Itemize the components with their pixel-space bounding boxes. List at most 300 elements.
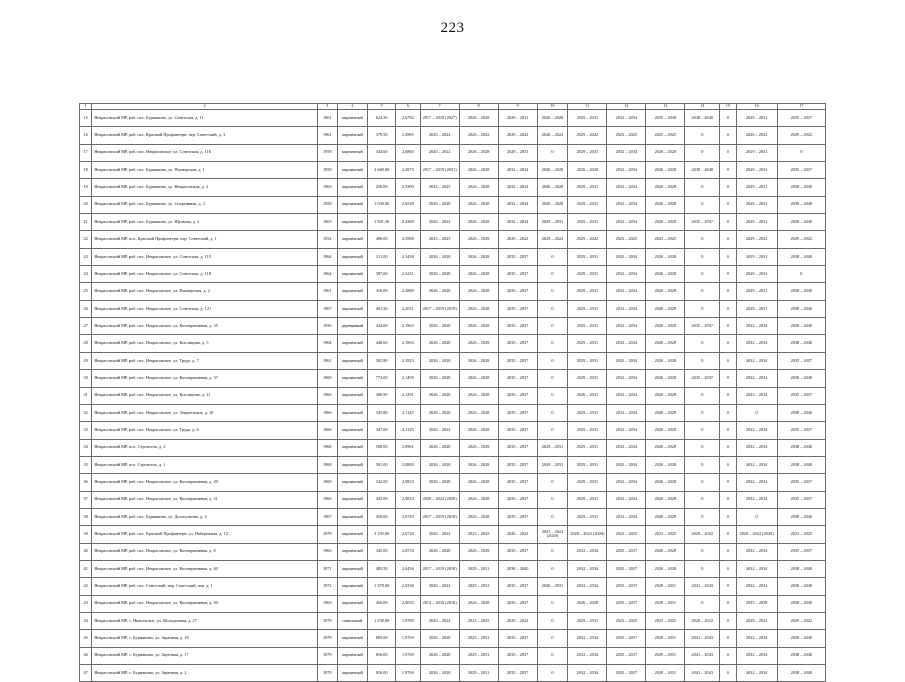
table-cell: 2029 – 2031: [568, 404, 607, 421]
column-number: 7: [420, 104, 459, 110]
table-cell: 1 378,00: [368, 578, 396, 595]
table-cell: Некрасовский МР, раб. пос. Некрасовское, ул. Кооперативная, д. 35: [92, 318, 318, 335]
table-cell: 2032 – 2034: [498, 214, 537, 231]
table-row: [80, 665, 826, 682]
table-cell: 450,00: [368, 508, 396, 525]
table-row: [80, 456, 826, 473]
table-row: [80, 196, 826, 213]
table-cell: 2032 – 2034: [607, 422, 646, 439]
table-cell: 0: [537, 630, 568, 647]
table-cell: 26: [80, 300, 92, 317]
table-cell: 2026 – 2028: [459, 352, 498, 369]
table-cell: 2035 – 2037: [607, 630, 646, 647]
table-cell: 2038 – 2040: [777, 335, 825, 352]
table-cell: 1963: [318, 179, 337, 196]
table-row: [80, 508, 826, 525]
table-cell: 2032 – 2034: [498, 162, 537, 179]
table-cell: 2032 – 2034: [736, 474, 777, 491]
table-cell: 1969: [318, 370, 337, 387]
table-cell: 1958: [318, 162, 337, 179]
table-cell: 2029 – 2031: [736, 144, 777, 161]
table-cell: 2038 – 2040: [777, 318, 825, 335]
table-cell: 0: [537, 422, 568, 439]
column-number: 5: [368, 104, 396, 110]
table-cell: 2026 – 2028: [459, 456, 498, 473]
table-cell: Некрасовский МР, с. Бурмакино, ул. Заречная, д. 17: [92, 647, 318, 664]
table-row: [80, 491, 826, 508]
table-cell: 2026 – 2028: [459, 196, 498, 213]
table-cell: 2038 – 2040: [777, 404, 825, 421]
table-cell: 0: [537, 474, 568, 491]
table-cell: кирпичный: [337, 630, 368, 647]
table-cell: 2032 – 2034: [607, 335, 646, 352]
table-row: [80, 300, 826, 317]
table-cell: 40: [80, 543, 92, 560]
table-cell: 2026 – 2028: [537, 196, 568, 213]
table-cell: 2029 – 2022 (2020): [736, 526, 777, 543]
table-cell: 397,60: [368, 266, 396, 283]
table-cell: 2035 – 2037: [607, 665, 646, 682]
table-cell: 2032 – 2034: [736, 560, 777, 577]
table-cell: 2032 – 2034: [607, 370, 646, 387]
table-cell: 2035 – 2037: [498, 543, 537, 560]
table-cell: 2032 – 2034: [736, 630, 777, 647]
table-cell: кирпичный: [337, 352, 368, 369]
table-row: [80, 387, 826, 404]
table-cell: 2029 – 2022: [685, 526, 720, 543]
table-cell: 2032 – 2034: [498, 179, 537, 196]
table-cell: 1966: [318, 422, 337, 439]
table-cell: 2023 – 2025: [459, 612, 498, 629]
table-cell: 30: [80, 370, 92, 387]
table-cell: 2017 – 2019 (2018): [420, 508, 459, 525]
table-cell: 2032 – 2034: [568, 665, 607, 682]
table-cell: 0: [537, 283, 568, 300]
table-cell: кирпичный: [337, 162, 368, 179]
table-cell: 2026 – 2028: [420, 352, 459, 369]
table-cell: 2032 – 2034: [736, 543, 777, 560]
column-number: 8: [459, 104, 498, 110]
table-cell: 1961: [318, 127, 337, 144]
table-cell: 2026 – 2028: [646, 196, 685, 213]
table-cell: 2,5309: [396, 179, 421, 196]
table-cell: Некрасовский МР, раб. пос. Некрасовское, ул. Кислицина, д. 11: [92, 387, 318, 404]
table-cell: 2026 – 2028: [646, 318, 685, 335]
table-cell: 2026 – 2028: [459, 508, 498, 525]
table-cell: 2026 – 2028: [420, 630, 459, 647]
table-cell: 809,00: [368, 630, 396, 647]
table-cell: 2026 – 2028: [420, 439, 459, 456]
table-cell: 2026 – 2022: [537, 127, 568, 144]
table-cell: 2038 – 2040: [777, 647, 825, 664]
table-cell: деревянный: [337, 318, 368, 335]
table-cell: 2026 – 2028: [420, 248, 459, 265]
table-cell: 2029 – 2031: [568, 456, 607, 473]
table-cell: 15: [80, 110, 92, 127]
table-cell: 2023 – 2025: [607, 231, 646, 248]
table-cell: 2032 – 2034: [736, 439, 777, 456]
table-cell: кирпичный: [337, 370, 368, 387]
table-cell: кирпичный: [337, 439, 368, 456]
table-cell: 0: [736, 404, 777, 421]
table-cell: 2041 – 2043: [685, 578, 720, 595]
table-cell: 0: [720, 595, 736, 612]
table-cell: 0: [720, 352, 736, 369]
table-cell: 2026 – 2028: [459, 266, 498, 283]
table-cell: 2035 – 2037: [777, 474, 825, 491]
table-cell: 2029 – 2031: [736, 300, 777, 317]
table-row: [80, 422, 826, 439]
table-cell: 461,50: [368, 300, 396, 317]
table-cell: 0: [720, 387, 736, 404]
table-cell: 2029 – 2031: [568, 370, 607, 387]
table-cell: 2026 – 2028: [646, 283, 685, 300]
table-cell: 1967: [318, 300, 337, 317]
table-cell: Некрасовский МР, с. Бурмакино, ул. Заречная, д. 2: [92, 665, 318, 682]
table-cell: 1 238,00: [368, 612, 396, 629]
table-cell: 2,1823: [396, 352, 421, 369]
table-cell: 2029 – 2022: [777, 127, 825, 144]
table-cell: 2032 – 2034: [607, 144, 646, 161]
table-cell: 3 195,00: [368, 526, 396, 543]
table-cell: 2026 – 2028: [459, 318, 498, 335]
table-cell: Некрасовский МР, раб. пос. Некрасовское, ул. Советская, д. 121: [92, 300, 318, 317]
table-cell: панельный: [337, 612, 368, 629]
table-cell: Некрасовский МР, раб. пос. Бурмакино, ул. Щелкова, д. 2: [92, 214, 318, 231]
table-cell: 0: [537, 543, 568, 560]
table-cell: 2035 – 2037: [685, 318, 720, 335]
table-cell: 1961: [318, 283, 337, 300]
column-number: 13: [646, 104, 685, 110]
table-cell: 2,0823: [396, 491, 421, 508]
table-cell: 2,6860: [396, 144, 421, 161]
table-cell: 1950: [318, 318, 337, 335]
table-cell: 816,00: [368, 665, 396, 682]
table-cell: 2023 – 2025: [607, 127, 646, 144]
table-cell: 0: [685, 231, 720, 248]
table-cell: 2023 – 2025: [459, 526, 498, 543]
table-cell: 2029 – 2031: [459, 560, 498, 577]
table-cell: 2041 – 2043: [685, 665, 720, 682]
table-cell: 2,0336: [396, 578, 421, 595]
table-cell: 2029 – 2031: [646, 647, 685, 664]
table-cell: 41: [80, 560, 92, 577]
table-cell: 2029 – 2031: [568, 300, 607, 317]
table-cell: 2038 – 2040: [777, 578, 825, 595]
table-cell: 0: [685, 283, 720, 300]
table-row: [80, 352, 826, 369]
table-cell: 2026 – 2028: [420, 474, 459, 491]
table-cell: 445,00: [368, 491, 396, 508]
table-cell: 0: [685, 508, 720, 525]
table-cell: 0: [537, 370, 568, 387]
table-cell: 2029 – 2022: [568, 231, 607, 248]
table-row: [80, 127, 826, 144]
table-cell: 2029 – 2031: [459, 647, 498, 664]
table-cell: 2026 – 2028: [646, 214, 685, 231]
table-cell: кирпичный: [337, 231, 368, 248]
table-cell: 2032 – 2034: [607, 162, 646, 179]
table-cell: 2026 – 2028: [459, 110, 498, 127]
table-cell: 2020 – 2022: [498, 526, 537, 543]
table-cell: 508,00: [368, 439, 396, 456]
table-cell: 2029 – 2031: [568, 422, 607, 439]
table-cell: 0: [685, 543, 720, 560]
table-cell: 0: [720, 439, 736, 456]
table-cell: 2021 – 2022 (2020): [537, 526, 568, 543]
table-cell: 2023 – 2034: [736, 387, 777, 404]
table-cell: 2029 – 2031: [568, 179, 607, 196]
table-cell: кирпичный: [337, 300, 368, 317]
table-cell: 2035 – 2037: [498, 665, 537, 682]
table-cell: 2,4388: [396, 214, 421, 231]
table-cell: 2029 – 2042: [498, 127, 537, 144]
table-cell: Некрасовский МР, раб. пос. Некрасовское, ул. Кислицина, д. 5: [92, 335, 318, 352]
table-cell: 448,60: [368, 335, 396, 352]
table-cell: 2026 – 2028: [459, 491, 498, 508]
table-cell: 0: [685, 248, 720, 265]
table-cell: 2026 – 2028: [646, 352, 685, 369]
table-cell: кирпичный: [337, 595, 368, 612]
table-cell: 0: [720, 266, 736, 283]
table-cell: 2029 – 2031: [568, 491, 607, 508]
table-cell: 2029 – 2031: [736, 162, 777, 179]
table-cell: 2,0436: [396, 560, 421, 577]
table-cell: 2,0961: [396, 439, 421, 456]
table-cell: 2029 – 2031: [498, 144, 537, 161]
table-cell: 2026 – 2028: [420, 196, 459, 213]
table-cell: 2035 – 2037: [777, 387, 825, 404]
table-cell: 0: [720, 422, 736, 439]
table-cell: 2035 – 2037: [777, 543, 825, 560]
table-cell: 501,00: [368, 456, 396, 473]
table-cell: 2032 – 2034: [607, 300, 646, 317]
table-row: [80, 179, 826, 196]
table-cell: 0: [777, 144, 825, 161]
table-cell: 33: [80, 422, 92, 439]
table-row: [80, 214, 826, 231]
table-cell: 2,6539: [396, 196, 421, 213]
table-cell: 2026 – 2028: [646, 300, 685, 317]
table-cell: Некрасовский МР, раб. пос. Бурмакино, ул. Некрасовская, д. 2: [92, 179, 318, 196]
table-cell: 2038 – 2040: [498, 560, 537, 577]
table-cell: 0: [537, 595, 568, 612]
table-cell: 2032 – 2034: [607, 491, 646, 508]
table-cell: 2026 – 2028: [646, 266, 685, 283]
table-row: [80, 370, 826, 387]
table-cell: 2026 – 2028: [459, 300, 498, 317]
table-cell: 2032 – 2034: [736, 318, 777, 335]
table-cell: 2 640,80: [368, 162, 396, 179]
table-cell: 2026 – 2028: [459, 231, 498, 248]
table-cell: 1963: [318, 595, 337, 612]
table-cell: 2026 – 2028: [646, 370, 685, 387]
table-cell: 2035 – 2037: [498, 352, 537, 369]
table-row: [80, 630, 826, 647]
table-cell: 1,9769: [396, 630, 421, 647]
table-row: [80, 110, 826, 127]
table-cell: 0: [537, 647, 568, 664]
table-cell: 19: [80, 179, 92, 196]
table-cell: 311,00: [368, 248, 396, 265]
table-cell: 2035 – 2037: [498, 647, 537, 664]
table-cell: 2020 – 2022: [420, 214, 459, 231]
table-cell: 347,00: [368, 422, 396, 439]
table-cell: Некрасовский МР, раб. пос. Некрасовское, ул. Энергетиков, д. 10: [92, 404, 318, 421]
table-cell: 2035 – 2037: [498, 335, 537, 352]
table-cell: 0: [720, 335, 736, 352]
table-cell: 2029 – 2031: [646, 630, 685, 647]
table-cell: 45: [80, 630, 92, 647]
column-number: 6: [396, 104, 421, 110]
table-cell: 2035 – 2037: [498, 370, 537, 387]
table-cell: 2035 – 2037: [498, 266, 537, 283]
table-cell: 0: [720, 665, 736, 682]
table-row: [80, 231, 826, 248]
table-cell: Некрасовский МР, пос. Строитель, д. 1: [92, 456, 318, 473]
table-cell: 2038 – 2040: [685, 110, 720, 127]
table-cell: 0: [685, 474, 720, 491]
table-cell: 2029 – 2031: [568, 508, 607, 525]
table-cell: Некрасовский МР, раб. пос. Некрасовское, ул. Советская, д. 116: [92, 144, 318, 161]
table-cell: 2029 – 2031: [537, 456, 568, 473]
table-cell: 1979: [318, 665, 337, 682]
table-cell: 2029 – 2031: [568, 474, 607, 491]
table-cell: 2026 – 2028: [646, 422, 685, 439]
table-cell: 1,9789: [396, 612, 421, 629]
table-cell: 2029 – 2031: [568, 144, 607, 161]
table-cell: кирпичный: [337, 127, 368, 144]
table-cell: 2035 – 2037: [498, 578, 537, 595]
table-cell: 2026 – 2028: [646, 439, 685, 456]
table-cell: 0: [685, 127, 720, 144]
table-cell: кирпичный: [337, 491, 368, 508]
table-cell: 2029 – 2031: [459, 630, 498, 647]
table-cell: 2029 – 2031: [459, 665, 498, 682]
table-cell: 2035 – 2037: [498, 422, 537, 439]
table-cell: 0: [537, 387, 568, 404]
table-cell: 0: [720, 560, 736, 577]
table-cell: 2020 – 2022 (2028): [420, 491, 459, 508]
table-cell: 2,0743: [396, 508, 421, 525]
table-cell: 773,00: [368, 370, 396, 387]
table-cell: 2029 – 2022: [498, 231, 537, 248]
table-cell: 1952: [318, 231, 337, 248]
table-cell: 2035 – 2037: [607, 543, 646, 560]
table-cell: Некрасовский МР, раб. пос. Красный Профинтерн, пер. Советский, д. 3: [92, 127, 318, 144]
table-cell: Некрасовский МР, раб. пос. Некрасовское, ул. Труда, д. 6: [92, 422, 318, 439]
table-cell: 2035 – 2037: [498, 491, 537, 508]
table-cell: 2026 – 2028: [420, 335, 459, 352]
table-cell: 2032 – 2034: [736, 665, 777, 682]
table-cell: кирпичный: [337, 578, 368, 595]
table-cell: 2026 – 2028: [646, 248, 685, 265]
table-cell: кирпичный: [337, 526, 368, 543]
table-cell: 2029 – 2031: [736, 179, 777, 196]
table-cell: 2038 – 2040: [777, 630, 825, 647]
table-cell: 2035 – 2037: [777, 162, 825, 179]
table-cell: 2029 – 2031: [568, 196, 607, 213]
table-cell: Некрасовский МР, раб. пос. Некрасовское, ул. Кооперативная, д. 40: [92, 560, 318, 577]
table-cell: 2029 – 2031: [537, 214, 568, 231]
table-cell: 2032 – 2034: [568, 543, 607, 560]
table-cell: 0: [720, 526, 736, 543]
table-cell: 1972: [318, 578, 337, 595]
table-cell: 2032 – 2034: [736, 335, 777, 352]
table-cell: кирпичный: [337, 456, 368, 473]
table-cell: 2029 – 2031: [568, 266, 607, 283]
table-cell: 2035 – 2037: [498, 508, 537, 525]
table-cell: 2038 – 2040: [777, 508, 825, 525]
table-cell: 1958: [318, 196, 337, 213]
table-cell: 2026 – 2028: [459, 144, 498, 161]
table-row: [80, 543, 826, 560]
table-cell: 456,00: [368, 595, 396, 612]
table-cell: 2023 – 2025: [607, 612, 646, 629]
table-cell: 379,50: [368, 127, 396, 144]
table-cell: 2038 – 2040: [777, 214, 825, 231]
table-cell: Некрасовский МР, раб. пос. Некрасовское, ул. Кооперативная, д. 37: [92, 370, 318, 387]
table-cell: Некрасовский МР, раб. пос. Некрасовское, ул. Кооперативная, д. 39: [92, 595, 318, 612]
table-cell: 2,1125: [396, 422, 421, 439]
table-cell: 1965: [318, 214, 337, 231]
table-cell: 2035 – 2037: [498, 404, 537, 421]
table-row: [80, 266, 826, 283]
table-cell: 2032 – 2034: [568, 560, 607, 577]
table-cell: 2032 – 2034: [736, 352, 777, 369]
table-cell: 2,2031: [396, 300, 421, 317]
table-cell: 0: [720, 491, 736, 508]
table-cell: 2032 – 2034: [607, 214, 646, 231]
table-cell: 2025 – 2025: [646, 127, 685, 144]
table-cell: 2026 – 2028: [646, 144, 685, 161]
table-cell: Некрасовский МР, раб. пос. Бурмакино, ул. Советская, д. 11: [92, 110, 318, 127]
table-cell: 2026 – 2028: [646, 474, 685, 491]
table-row: [80, 647, 826, 664]
column-number: 2: [92, 104, 318, 110]
table-cell: 2026 – 2028: [459, 387, 498, 404]
table-cell: 17: [80, 144, 92, 161]
table-row: [80, 335, 826, 352]
table-cell: 1967: [318, 508, 337, 525]
table-cell: 2029 – 2031: [736, 110, 777, 127]
table-cell: 2026 – 2028: [420, 318, 459, 335]
table-cell: 0: [720, 214, 736, 231]
column-number: 11: [568, 104, 607, 110]
table-cell: 1961: [318, 110, 337, 127]
table-cell: Некрасовский МР, раб. пос. Некрасовское, ул. Кооперативная, д. 8: [92, 543, 318, 560]
table-cell: 2032 – 2034: [607, 266, 646, 283]
table-row: [80, 404, 826, 421]
table-cell: 2029 – 2022: [777, 231, 825, 248]
table-cell: 2032 – 2034: [607, 439, 646, 456]
table-cell: 2029 – 2031: [646, 665, 685, 682]
table-cell: 2032 – 2034: [607, 474, 646, 491]
table-cell: 44: [80, 612, 92, 629]
table-cell: 1 030,80: [368, 196, 396, 213]
table-cell: 2,1291: [396, 387, 421, 404]
table-cell: 306,90: [368, 387, 396, 404]
table-cell: 2041 – 2043: [685, 630, 720, 647]
table-cell: 0: [537, 248, 568, 265]
table-cell: 0: [537, 335, 568, 352]
table-cell: кирпичный: [337, 560, 368, 577]
table-cell: 345,00: [368, 543, 396, 560]
table-cell: 2023 – 2025: [420, 231, 459, 248]
table-cell: 2029 – 2031: [646, 595, 685, 612]
table-cell: 31: [80, 387, 92, 404]
table-cell: 2029 – 2031: [736, 266, 777, 283]
